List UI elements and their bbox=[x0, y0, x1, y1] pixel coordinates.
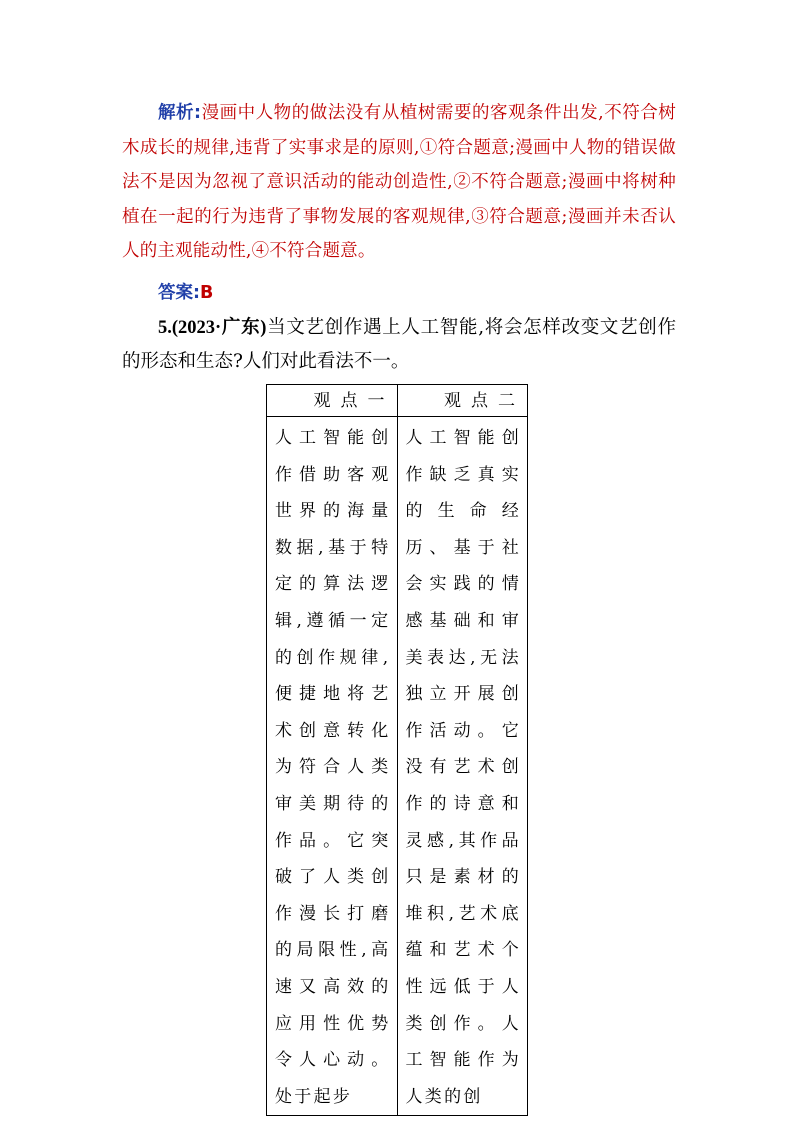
analysis-label: 解析: bbox=[158, 103, 202, 123]
question-paragraph bbox=[122, 311, 676, 378]
answer-value: B bbox=[200, 283, 214, 303]
analysis-text: 漫画中人物的做法没有从植树需要的客观条件出发,不符合树木成长的规律,违背了实事求是的原则,①符合题意;漫画中人物的错误做法不是因为忽视了意识活动的能动创造性,②不符合题意;漫画中将树种植在一起的行为违背了事物发展的客观规律,③符合题意;漫画并未否认人的主观能动性,④不符合题意。 bbox=[122, 103, 676, 261]
view-one-header: 观点一 bbox=[267, 385, 398, 417]
question-number: 5.(2023·广东) bbox=[158, 318, 267, 338]
view-two-header: 观点二 bbox=[397, 385, 528, 417]
view-one-cell: 人工智能创作借助客观世界的海量数据,基于特定的算法逻辑,遵循一定的创作规律,便捷地将艺术创意转化为符合人类审美期待的作品。它突破了人类创作漫长打磨的局限性,高速又高效的应用性优势令人心动。处于起步 bbox=[267, 417, 398, 1116]
answer-label: 答案: bbox=[158, 283, 200, 303]
question-text: 当文艺创作遇上人工智能,将会怎样改变文艺创作的形态和生态?人们对此看法不一。 bbox=[122, 317, 676, 372]
views-table bbox=[266, 384, 528, 1116]
answer-line bbox=[158, 278, 213, 308]
views-table-header-row bbox=[267, 385, 528, 417]
view-two-cell: 人工智能创作缺乏真实的生命经历、基于社会实践的情感基础和审美表达,无法独立开展创作活动。它没有艺术创作的诗意和灵感,其作品只是素材的堆积,艺术底蕴和艺术个性远低于人类创作。人工智能作为人类的创 bbox=[397, 417, 528, 1116]
analysis-paragraph bbox=[122, 96, 676, 269]
views-table-body-row bbox=[267, 417, 528, 1116]
